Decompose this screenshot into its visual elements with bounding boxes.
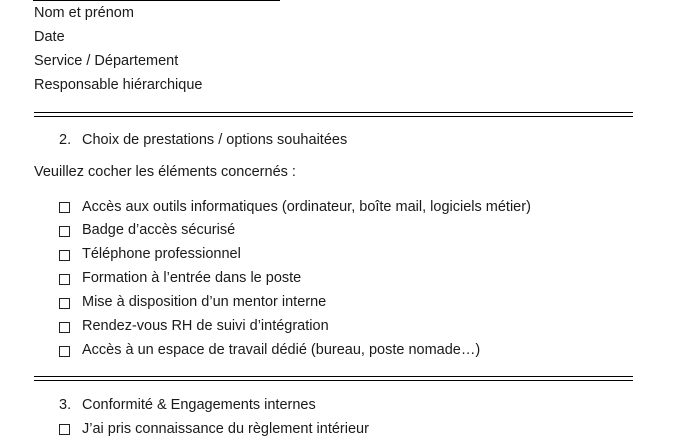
field-date-label: Date [34,29,65,45]
top-divider [33,0,280,1]
checklist-item-label: Accès aux outils informatiques (ordinateur, boîte mail, logiciels métier) [82,199,531,215]
section-2-title: Choix de prestations / options souhaitées [82,132,348,148]
section-2-instruction: Veuillez cocher les éléments concernés : [34,164,296,180]
checklist-item-label: Téléphone professionnel [82,246,241,262]
checklist-item-label: Accès à un espace de travail dédié (bureau, poste nomade…) [82,342,481,358]
checkbox-security-badge[interactable] [59,226,70,237]
section-divider [34,112,633,117]
section-3-number: 3. [59,397,72,413]
checkbox-work-phone[interactable] [59,250,70,261]
checkbox-mentor[interactable] [59,298,70,309]
checklist-item-label: J’ai pris connaissance du règlement intérieur [82,421,369,437]
field-department-label: Service / Département [34,53,179,69]
checkbox-workspace[interactable] [59,346,70,357]
checklist-item-label: Formation à l’entrée dans le poste [82,270,302,286]
field-name-label: Nom et prénom [34,5,134,21]
checklist-item-label: Rendez-vous RH de suivi d’intégration [82,318,329,334]
field-manager-label: Responsable hiérarchique [34,77,203,93]
section-divider [34,376,633,381]
checkbox-it-tools[interactable] [59,202,70,213]
checkbox-hr-followup[interactable] [59,322,70,333]
checklist-item-label: Badge d’accès sécurisé [82,222,236,238]
checkbox-internal-rules[interactable] [59,424,70,435]
section-3-title: Conformité & Engagements internes [82,397,316,413]
checklist-item-label: Mise à disposition d’un mentor interne [82,294,327,310]
section-2-number: 2. [59,132,72,148]
checkbox-onboarding-training[interactable] [59,274,70,285]
